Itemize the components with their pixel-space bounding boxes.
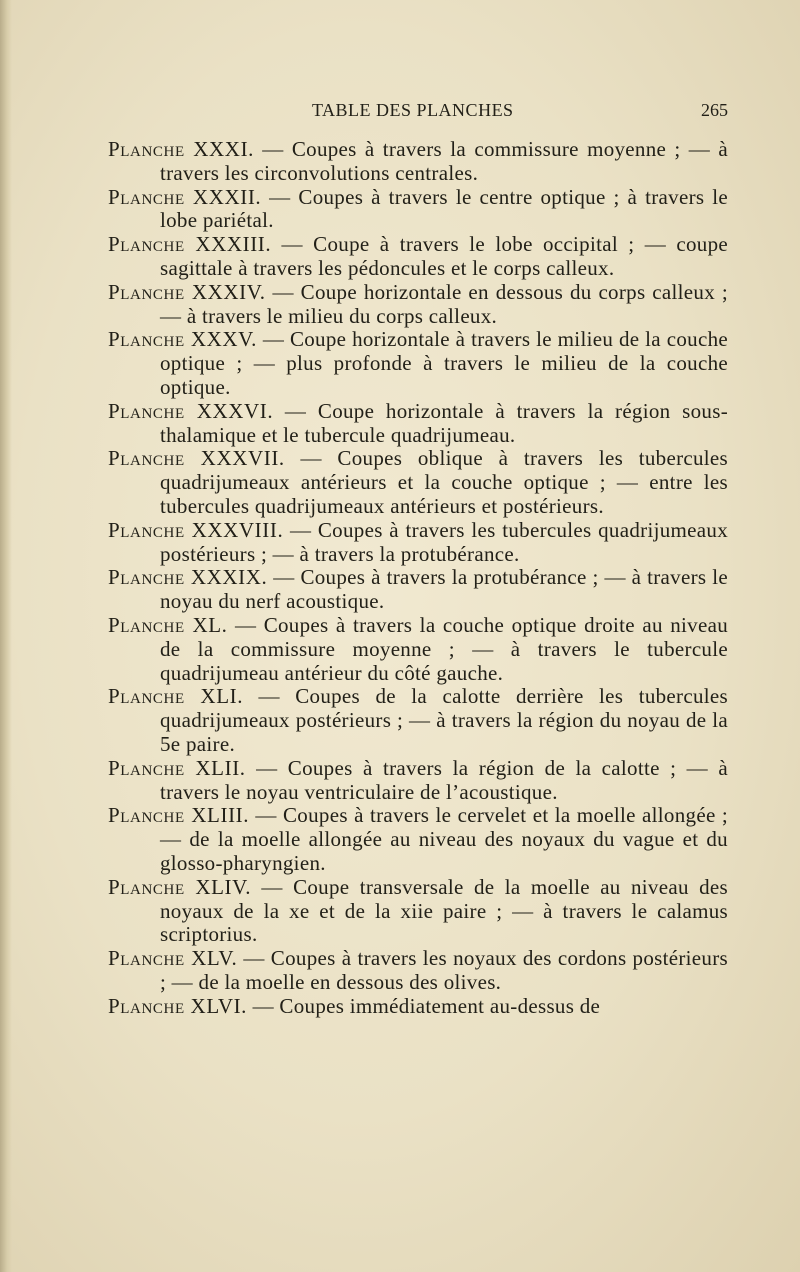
running-title: TABLE DES PLANCHES <box>312 100 514 120</box>
plate-description: — Coupe transversale de la moelle au niveau des noyaux de la xe et de la xiie paire ; — à travers le calamus scriptorius. <box>160 874 728 947</box>
plate-entry <box>108 804 728 875</box>
plate-description: — Coupe horizontale à travers la région sous-thalamique et le tubercule quadrijumeau. <box>160 398 728 447</box>
plate-description: — Coupes à travers le cervelet et la moelle allongée ; — de la moelle allongée au niveau des noyaux du vague et du glosso-pharyngien. <box>160 803 728 875</box>
plate-description: — Coupe horizontale en dessous du corps calleux ; — à travers le milieu du corps calleux. <box>160 279 728 328</box>
plate-entry <box>108 876 728 947</box>
plate-description: — Coupes de la calotte derrière les tubercules quadrijumeaux postérieurs ; — à travers la région du noyau de la 5e paire. <box>160 684 728 756</box>
plate-label: Planche XLIII. <box>108 803 250 828</box>
page-header <box>160 100 728 126</box>
plate-label: Planche XLII. <box>108 755 246 780</box>
plate-label: Planche XXXVIII. <box>108 517 284 542</box>
plate-entry <box>108 281 728 329</box>
plate-label: Planche XL. <box>108 612 228 637</box>
plate-entry <box>108 328 728 399</box>
plate-entry <box>108 138 728 186</box>
plates-list <box>108 138 728 1018</box>
page-binding-edge <box>0 0 12 1272</box>
plate-description: — Coupes à travers les tubercules quadrijumeaux postérieurs ; — à travers la protubérance. <box>160 517 728 566</box>
plate-entry <box>108 400 728 448</box>
plate-label: Planche XLVI. <box>108 993 248 1018</box>
plate-label: Planche XLI. <box>108 684 244 709</box>
plate-entry <box>108 186 728 234</box>
plate-label: Planche XXXV. <box>108 327 258 352</box>
plate-label: Planche XLIV. <box>108 874 252 899</box>
plate-entry <box>108 757 728 805</box>
plate-label: Planche XXXI. <box>108 137 255 161</box>
plate-entry <box>108 685 728 756</box>
plate-description: — Coupes à travers le centre optique ; à travers le lobe pariétal. <box>160 184 729 233</box>
plate-description: — Coupes à travers les noyaux des cordons postérieurs ; — de la moelle en dessous des olives. <box>160 946 728 994</box>
plate-label: Planche XXXIII. <box>108 232 272 257</box>
plate-entry <box>108 614 728 685</box>
plate-description: — Coupe horizontale à travers le milieu de la couche optique ; — plus profonde à travers le milieu de la couche optique. <box>160 327 728 399</box>
plate-entry <box>108 566 728 614</box>
plate-entry <box>108 233 728 281</box>
plate-label: Planche XXXIV. <box>108 279 266 304</box>
plate-label: Planche XXXVI. <box>108 398 274 423</box>
plate-label: Planche XXXIX. <box>108 565 268 590</box>
plate-description: — Coupes à travers la région de la calotte ; — à travers le noyau ventriculaire de l’acoustique. <box>160 755 728 804</box>
plate-entry <box>108 447 728 518</box>
plate-description: — Coupe à travers le lobe occipital ; — coupe sagittale à travers les pédoncules et le corps calleux. <box>160 232 729 280</box>
plate-description: — Coupes immédiatement au-dessus de <box>247 993 601 1018</box>
plate-label: Planche XLV. <box>108 946 238 971</box>
plate-label: Planche XXXVII. <box>108 446 285 471</box>
plate-entry <box>108 947 728 995</box>
plate-description: — Coupes à travers la couche optique droite au niveau de la commissure moyenne ; — à travers le tubercule quadrijumeau antérieur du côté gauche. <box>160 612 728 685</box>
plate-description: — Coupes à travers la protubérance ; — à travers le noyau du nerf acoustique. <box>160 565 728 614</box>
plate-entry <box>108 519 728 567</box>
plate-label: Planche XXXII. <box>108 184 262 209</box>
page-number: 265 <box>701 100 728 120</box>
plate-description: — Coupes oblique à travers les tubercules quadrijumeaux antérieurs et la couche optique ; — entre les tubercules quadrijumeaux antérieurs et postérieurs. <box>160 446 729 518</box>
plate-description: — Coupes à travers la commissure moyenne ; — à travers les circonvolutions centrales. <box>160 137 728 185</box>
plate-entry <box>108 995 728 1019</box>
